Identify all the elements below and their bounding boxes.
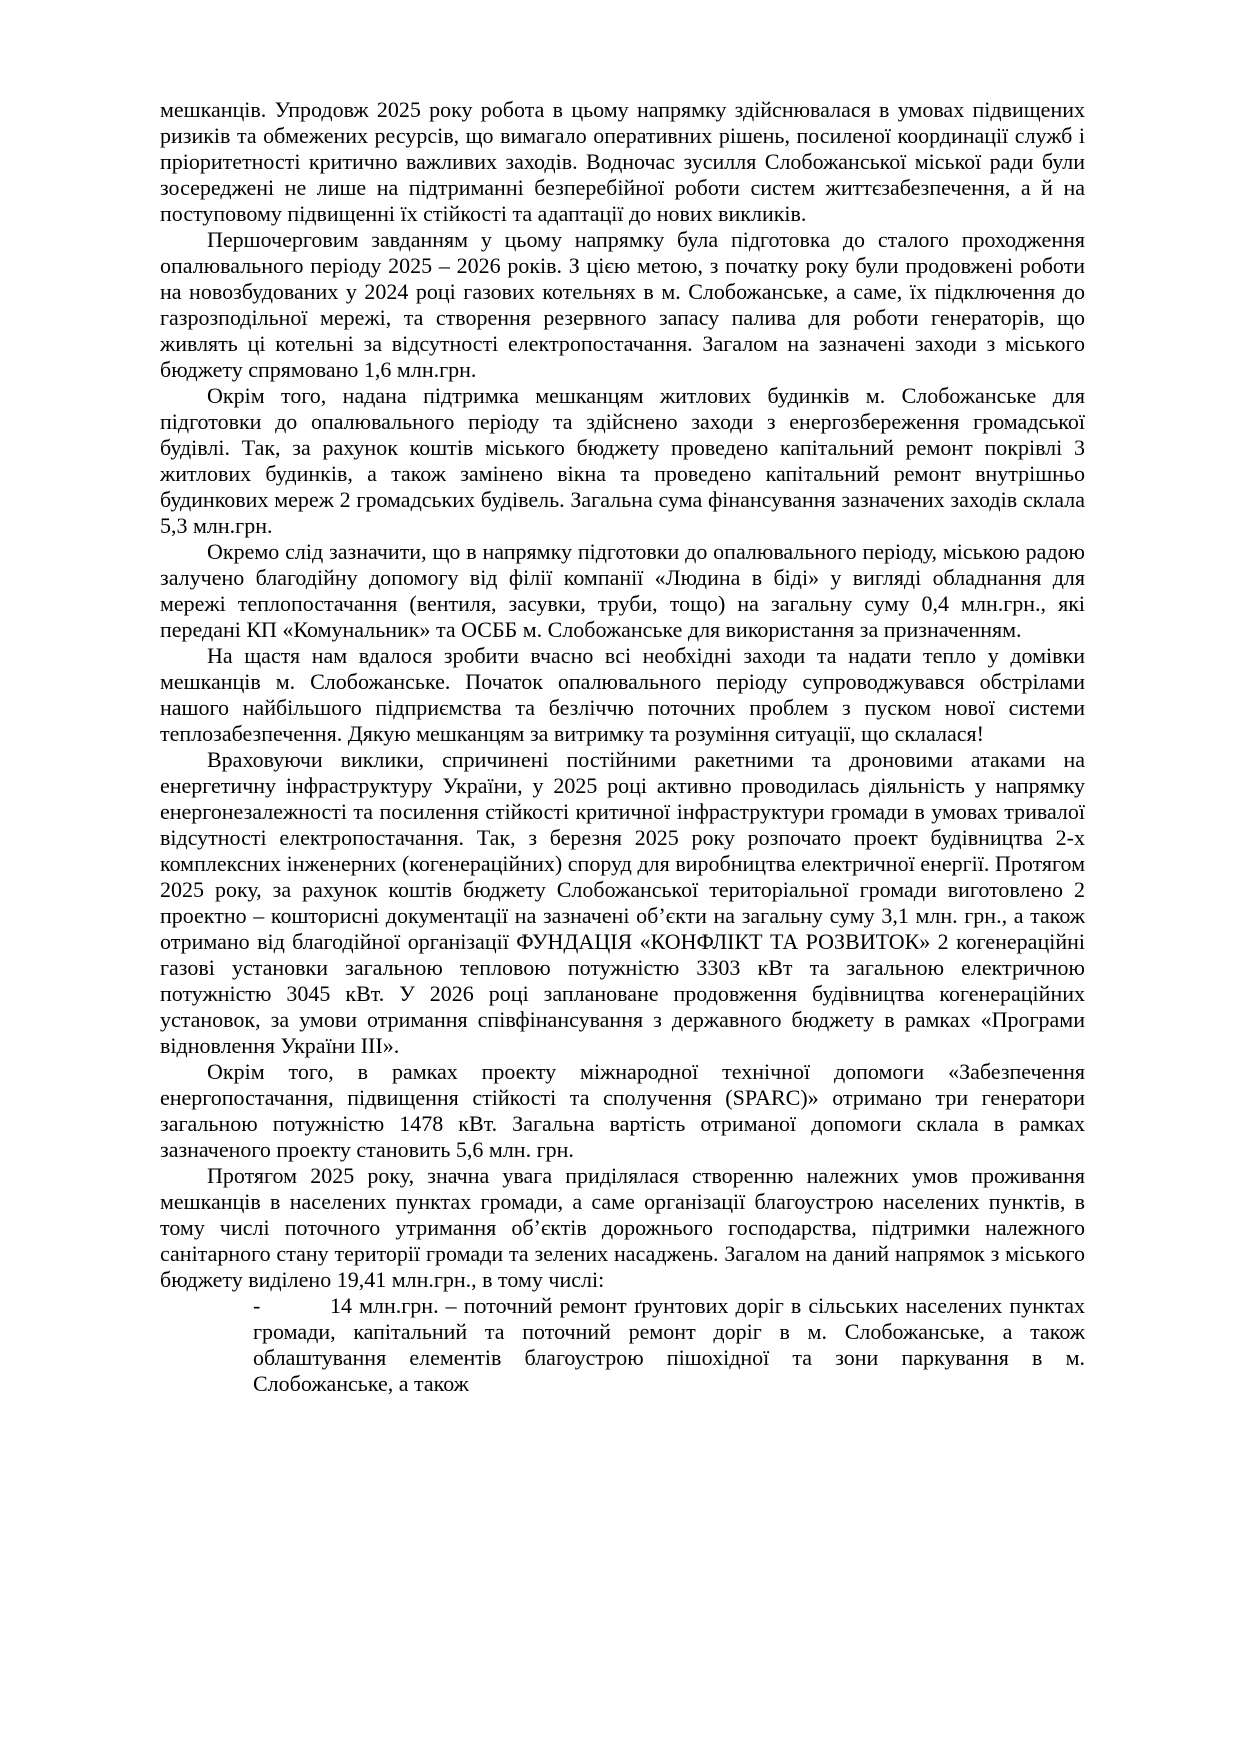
body-paragraph: Окрім того, в рамках проекту міжнародної технічної допомоги «Забезпечення енергопостачання, підвищення стійкості та сполучення (SPARC)» отримано три генератори загальною потужністю 1478 кВт. Загальна вартість отриманої допомоги склала в рамках зазначеного проекту становить 5,6 млн. грн.: [160, 1059, 1085, 1162]
list-item: [253, 1293, 1085, 1397]
body-paragraph: Першочерговим завданням у цьому напрямку була підготовка до сталого проходження опалювального періоду 2025 – 2026 років. З цією метою, з початку року були продовжені роботи на новозбудованих у 2024 році газових котельнях в м. Слобожанське, а саме, їх підключення до газрозподільної мережі, та створення резервного запасу палива для роботи генераторів, що живлять ці котельні за відсутності електропостачання. Загалом на зазначені заходи з міського бюджету спрямовано 1,6 млн.грн.: [160, 227, 1085, 382]
body-paragraph: Окремо слід зазначити, що в напрямку підготовки до опалювального періоду, міською радою залучено благодійну допомогу від філії компанії «Людина в біді» у вигляді обладнання для мережі теплопостачання (вентиля, засувки, труби, тощо) на загальну суму 0,4 млн.грн., які передані КП «Комунальник» та ОСББ м. Слобожанське для використання за призначенням.: [160, 539, 1085, 642]
body-paragraph: мешканців. Упродовж 2025 року робота в цьому напрямку здійснювалася в умовах підвищених ризиків та обмежених ресурсів, що вимагало оперативних рішень, посиленої координації служб і пріоритетності критично важливих заходів. Водночас зусилля Слобожанської міської ради були зосереджені не лише на підтриманні безперебійної роботи систем життєзабезпечення, а й на поступовому підвищенні їх стійкості та адаптації до нових викликів.: [160, 97, 1085, 226]
body-paragraph: Окрім того, надана підтримка мешканцям житлових будинків м. Слобожанське для підготовки до опалювального періоду та здійснено заходи з енергозбереження громадської будівлі. Так, за рахунок коштів міського бюджету проведено капітальний ремонт покрівлі 3 житлових будинків, а також замінено вікна та проведено капітальний ремонт внутрішньо будинкових мереж 2 громадських будівель. Загальна сума фінансування зазначених заходів склала 5,3 млн.грн.: [160, 383, 1085, 538]
list-item-marker: -: [253, 1293, 261, 1318]
body-paragraph: Протягом 2025 року, значна увага приділялася створенню належних умов проживання мешканців в населених пунктах громади, а саме організації благоустрою населених пунктів, в тому числі поточного утримання об’єктів дорожнього господарства, підтримки належного санітарного стану території громади та зелених насаджень. Загалом на даний напрямок з міського бюджету виділено 19,41 млн.грн., в тому числі:: [160, 1163, 1085, 1292]
body-paragraph: На щастя нам вдалося зробити вчасно всі необхідні заходи та надати тепло у домівки мешканців м. Слобожанське. Початок опалювального періоду супроводжувався обстрілами нашого найбільшого підприємства та безліччю поточних проблем з пуском нової системи теплозабезпечення. Дякую мешканцям за витримку та розуміння ситуації, що склалася!: [160, 643, 1085, 746]
body-paragraph: Враховуючи виклики, спричинені постійними ракетними та дроновими атаками на енергетичну інфраструктуру України, у 2025 році активно проводилась діяльність у напрямку енергонезалежності та посилення стійкості критичної інфраструктури громади в умовах тривалої відсутності електропостачання. Так, з березня 2025 року розпочато проект будівництва 2-х комплексних інженерних (когенераційних) споруд для виробництва електричної енергії. Протягом 2025 року, за рахунок коштів бюджету Слобожанської територіальної громади виготовлено 2 проектно – кошторисні документації на зазначені об’єкти на загальну суму 3,1 млн. грн., а також отримано від благодійної організації ФУНДАЦІЯ «КОНФЛІКТ ТА РОЗВИТОК» 2 когенераційні газові установки загальною тепловою потужністю 3303 кВт та загальною електричною потужністю 3045 кВт. У 2026 році заплановане продовження будівництва когенераційних установок, за умови отримання співфінансування з державного бюджету в рамках «Програми відновлення України ІІІ».: [160, 747, 1085, 1058]
list-item-text: 14 млн.грн. – поточний ремонт ґрунтових доріг в сільських населених пунктах громади, капітальний та поточний ремонт доріг в м. Слобожанське, а також облаштування елементів благоустрою пішохідної та зони паркування в м. Слобожанське, а також: [253, 1293, 1085, 1396]
